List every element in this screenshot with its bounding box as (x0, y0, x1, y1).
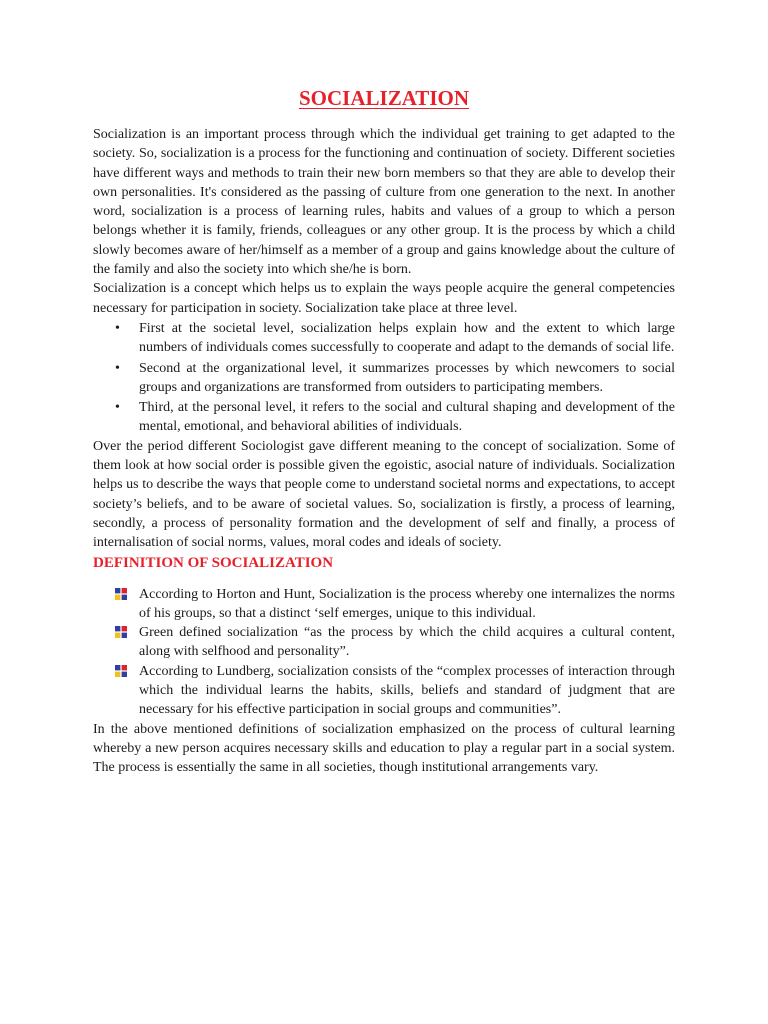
bullet-dot-icon: • (115, 360, 120, 376)
quadrant-flag-icon (115, 588, 127, 600)
concept-paragraph: Socialization is a concept which helps us to explain the ways people acquire the general competencies necessary for participation in society. Socialization take place at three level. (93, 281, 675, 316)
list-item (93, 398, 675, 437)
level-text: Third, at the personal level, it refers to the social and cultural shaping and development of the mental, emotional, and behavioral abilities of individuals. (139, 400, 675, 435)
definitions-list (93, 585, 675, 720)
list-item (93, 359, 675, 398)
definition-text: According to Horton and Hunt, Socialization is the process whereby one internalizes the norms of his groups, so that a distinct ‘self emerges, unique to this individual. (139, 586, 675, 621)
page-title: SOCIALIZATION (299, 86, 469, 110)
bullet-dot-icon: • (115, 320, 120, 336)
list-item (93, 662, 675, 720)
level-text: First at the societal level, socialization helps explain how and the extent to which large numbers of individuals comes successfully to cooperate and adapt to the demands of social life. (139, 320, 675, 356)
quadrant-flag-icon (115, 626, 127, 638)
intro-paragraph: Socialization is an important process through which the individual get training to get adapted to the society. So, socialization is a process for the functioning and continuation of society. Different societies have different ways and methods to train their new born members so that they are able to develop their own personalities. It's considered as the passing of culture from one generation to the next. In another word, socialization is a process of learning rules, habits and values of a group to which a person belongs whether it is family, friends, colleagues or any other group. It is the process by which a child slowly becomes aware of her/himself as a member of a group and gains knowledge about the culture of the family and also the society into which she/he is born. (93, 127, 675, 278)
meaning-paragraph: Over the period different Sociologist gave different meaning to the concept of socialization. Some of them look at how social order is possible given the egoistic, asocial nature of individuals. Socialization helps us to describe the ways that people come to understand societal norms and expectations, to accept society’s beliefs, and to be aware of societal values. So, socialization is firstly, a process of learning, secondly, a process of personality formation and the development of self and finally, a process of internalisation of social norms, values, moral codes and ideals of society. (93, 438, 675, 551)
list-item (93, 585, 675, 624)
level-text: Second at the organizational level, it summarizes processes by which newcomers to social groups and organizations are transformed from outsiders to participating members. (139, 360, 675, 395)
levels-list (93, 319, 675, 437)
definition-text: Green defined socialization “as the process by which the child acquires a cultural content, along with selfhood and personality”. (139, 625, 675, 660)
list-item (93, 623, 675, 662)
closing-paragraph: In the above mentioned definitions of socialization emphasized on the process of cultural learning whereby a new person acquires necessary skills and education to play a regular part in a social system. The process is essentially the same in all societies, though institutional arrangements vary. (93, 721, 675, 776)
document-page (93, 0, 675, 778)
list-item (93, 319, 675, 358)
quadrant-flag-icon (115, 665, 127, 677)
definition-text: According to Lundberg, socialization consists of the “complex processes of interaction through which the individual learns the habits, skills, beliefs and standard of judgment that are necessary for his effective participation in social groups and communities”. (139, 663, 675, 718)
bullet-dot-icon: • (115, 400, 120, 416)
definition-heading: DEFINITION OF SOCIALIZATION (93, 554, 334, 571)
